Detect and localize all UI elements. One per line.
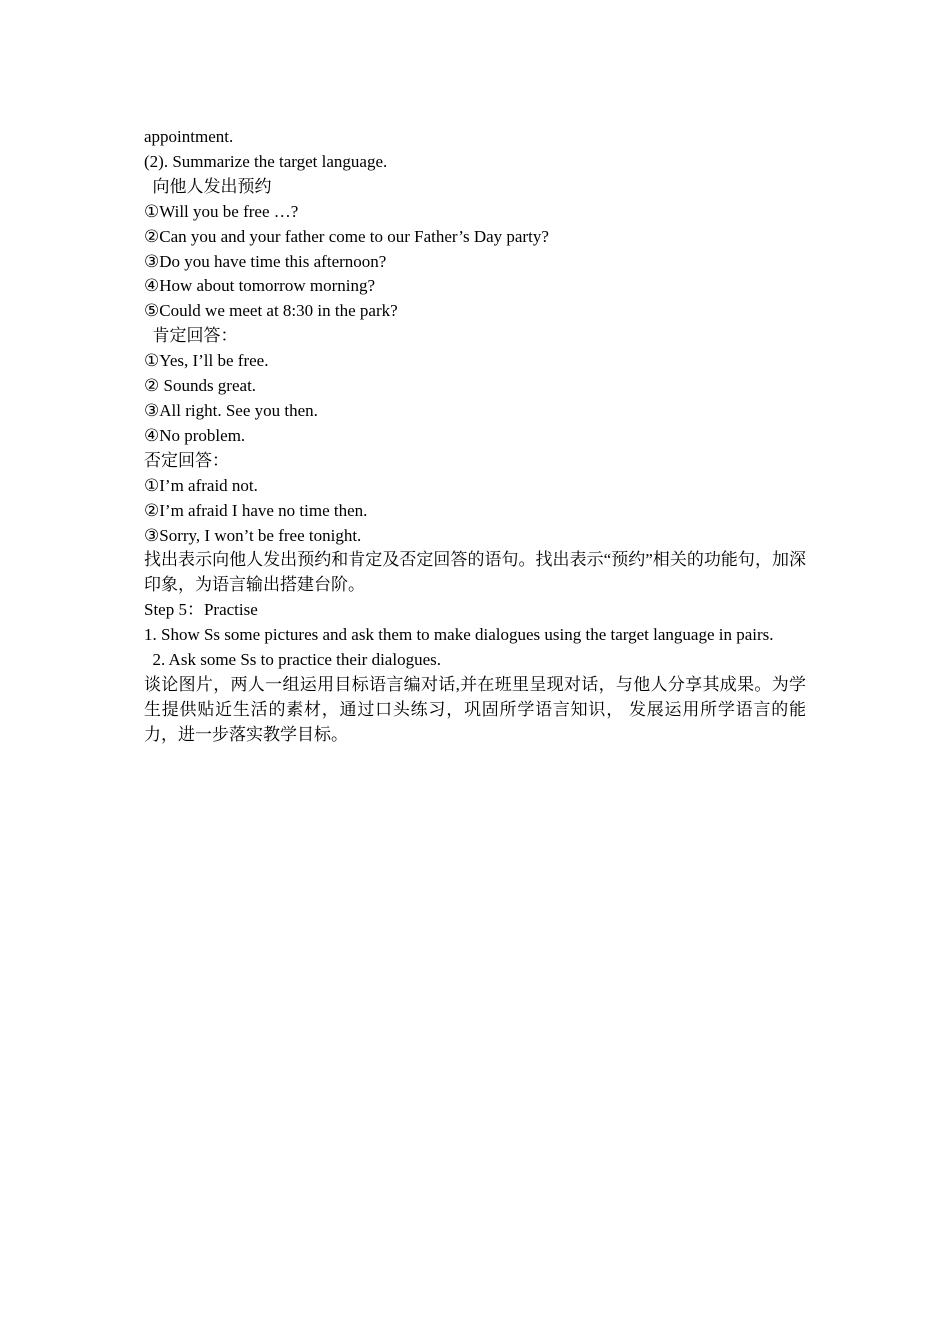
text-line-positive-3: ③All right. See you then.	[144, 400, 318, 420]
text-line-positive-heading: 肯定回答：	[144, 326, 238, 346]
text-line-negative-heading: 否定回答：	[144, 450, 229, 470]
text-line-invitation-3: ③Do you have time this afternoon?	[144, 251, 387, 271]
text-line-invitation-4: ④How about tomorrow morning?	[144, 276, 376, 296]
text-paragraph-purpose-2: 谈论图片，两人一组运用目标语言编对话,并在班里呈现对话，与他人分享其成果。为学生提供贴近生活的素材，通过口头练习，巩固所学语言知识， 发展运用所学语言的能力，进一步落实教学目标。	[144, 674, 806, 744]
text-line-positive-1: ①Yes, I’ll be free.	[144, 351, 269, 371]
text-line-practise-2: 2. Ask some Ss to practice their dialogues.	[144, 650, 441, 670]
text-line-invitation-1: ①Will you be free …?	[144, 201, 299, 221]
text-line-negative-3: ③Sorry, I won’t be free tonight.	[144, 525, 362, 545]
text-paragraph-purpose-1: 找出表示向他人发出预约和肯定及否定回答的语句。找出表示“预约”相关的功能句，加深印象，为语言输出搭建台阶。	[144, 550, 806, 595]
text-line-positive-2: ② Sounds great.	[144, 376, 257, 396]
text-line-invitation-2: ②Can you and your father come to our Father’s Day party?	[144, 226, 549, 246]
document-body	[144, 125, 806, 748]
text-line-negative-1: ①I’m afraid not.	[144, 475, 258, 495]
text-line-invitation-5: ⑤Could we meet at 8:30 in the park?	[144, 301, 398, 321]
text-line-positive-4: ④No problem.	[144, 425, 246, 445]
text-line-appointment: appointment.	[144, 127, 234, 146]
text-line-negative-2: ②I’m afraid I have no time then.	[144, 500, 368, 520]
text-line-invitation-heading: 向他人发出预约	[144, 176, 272, 196]
text-line-step-5-heading: Step 5：Practise	[144, 600, 258, 620]
text-line-summarize-heading: (2). Summarize the target language.	[144, 151, 388, 171]
text-paragraph-practise-1: 1. Show Ss some pictures and ask them to make dialogues using the target language in pairs.	[144, 625, 774, 645]
